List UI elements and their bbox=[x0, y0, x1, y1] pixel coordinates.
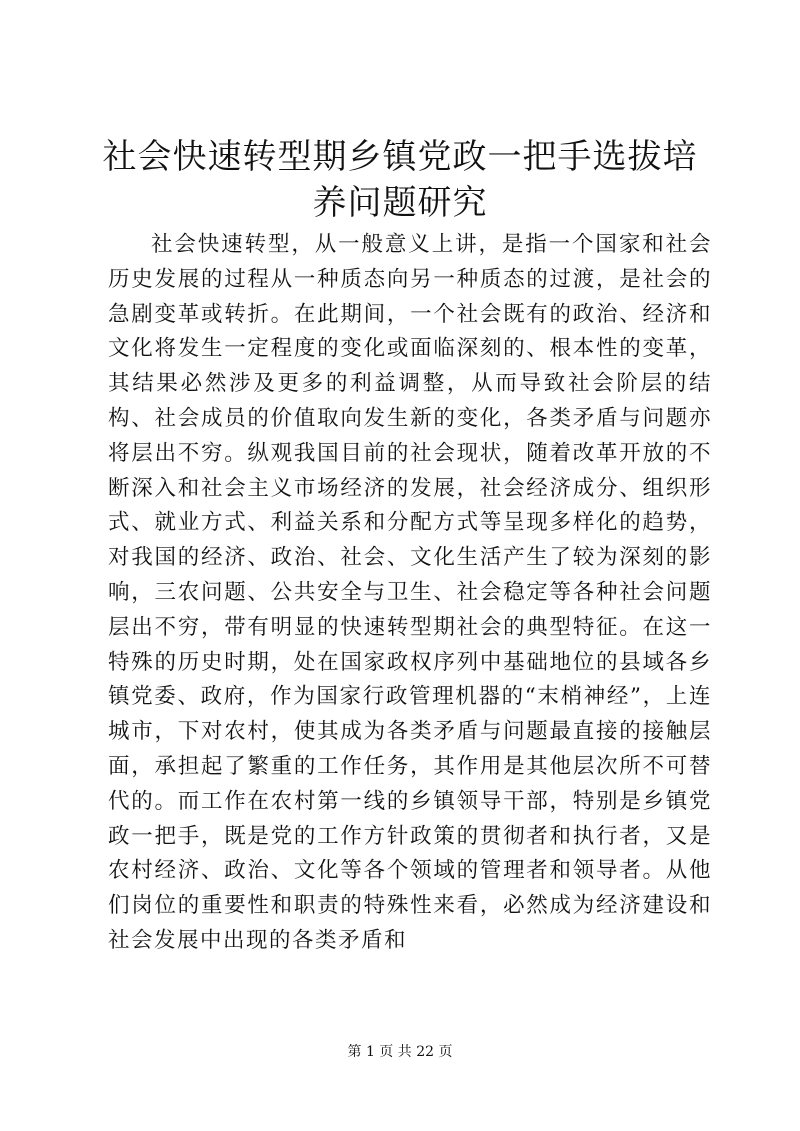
page-footer: 第 1 页 共 22 页 bbox=[347, 1044, 453, 1060]
document-title: 社会快速转型期乡镇党政一把手选拔培养问题研究 bbox=[102, 137, 698, 223]
body-paragraph: 社会快速转型，从一般意义上讲，是指一个国家和社会历史发展的过程从一种质态向另一种质态的过渡，是社会的急剧变革或转折。在此期间，一个社会既有的政治、经济和文化将发生一定程度的变化或面临深刻的、根本性的变革，其结果必然涉及更多的利益调整，从而导致社会阶层的结构、社会成员的价值取向发生新的变化，各类矛盾与问题亦将层出不穷。纵观我国目前的社会现状，随着改革开放的不断深入和社会主义市场经济的发展，社会经济成分、组织形式、就业方式、利益关系和分配方式等呈现多样化的趋势，对我国的经济、政治、社会、文化生活产生了较为深刻的影响，三农问题、公共安全与卫生、社会稳定等各种社会问题层出不穷，带有明显的快速转型期社会的典型特征。在这一特殊的历史时期，处在国家政权序列中基础地位的县域各乡镇党委、政府，作为国家行政管理机器的“末梢神经”，上连城市，下对农村，使其成为各类矛盾与问题最直接的接触层面，承担起了繁重的工作任务，其作用是其他层次所不可替代的。而工作在农村第一线的乡镇领导干部，特别是乡镇党政一把手，既是党的工作方针政策的贯彻者和执行者，又是农村经济、政治、文化等各个领域的管理者和领导者。从他们岗位的重要性和职责的特殊性来看，必然成为经济建设和社会发展中出现的各类矛盾和 bbox=[108, 232, 712, 953]
